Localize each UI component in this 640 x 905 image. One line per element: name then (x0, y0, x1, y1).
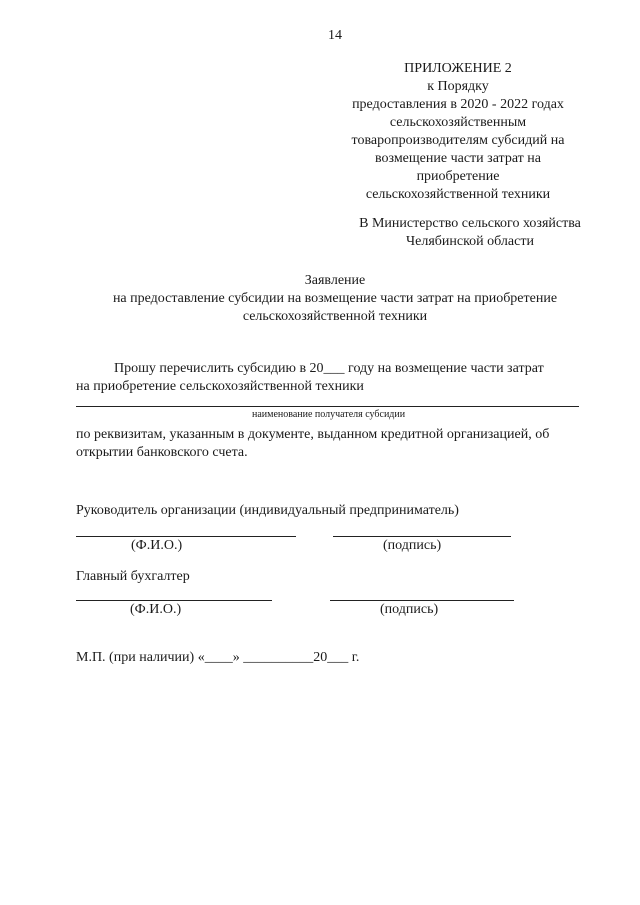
head-of-org-label: Руководитель организации (индивидуальный предприниматель) (76, 503, 459, 518)
request-line: по реквизитам, указанным в документе, выданном кредитной организацией, об (76, 427, 550, 442)
accountant-fio-line (76, 600, 272, 601)
appendix-line: приобретение (416, 169, 500, 184)
head-signature-line (333, 536, 511, 537)
appendix-line: сельскохозяйственной техники (365, 187, 551, 202)
appendix-line: сельскохозяйственным (389, 115, 527, 130)
recipient-name-line (76, 406, 579, 407)
accountant-signature-line (330, 600, 514, 601)
head-signature-caption: (подпись) (383, 538, 442, 553)
accountant-signature-caption: (подпись) (380, 602, 439, 617)
appendix-line: предоставления в 2020 - 2022 годах (352, 97, 564, 112)
appendix-line: ПРИЛОЖЕНИЕ 2 (404, 61, 512, 76)
chief-accountant-label: Главный бухгалтер (76, 569, 190, 584)
title-line: сельскохозяйственной техники (242, 309, 428, 324)
head-fio-line (76, 536, 296, 537)
appendix-line: возмещение части затрат на (374, 151, 542, 166)
appendix-line: товаропроизводителям субсидий на (351, 133, 565, 148)
request-line: на приобретение сельскохозяйственной техники (76, 379, 364, 394)
head-fio-caption: (Ф.И.О.) (131, 538, 183, 553)
recipient-line: В Министерство сельского хозяйства (359, 216, 581, 231)
request-line: Прошу перечислить субсидию в 20___ году на возмещение части затрат (114, 361, 544, 376)
title-heading: Заявление (304, 273, 366, 288)
stamp-date-line: М.П. (при наличии) «____» __________20___ г. (76, 650, 360, 665)
appendix-header (330, 60, 586, 204)
request-paragraph-continued (76, 426, 596, 462)
recipient-block (330, 215, 610, 251)
recipient-name-caption: наименование получателя субсидии (252, 409, 406, 420)
page-number: 14 (328, 28, 342, 43)
recipient-line: Челябинской области (406, 234, 534, 249)
accountant-fio-caption: (Ф.И.О.) (130, 602, 182, 617)
document-title (0, 272, 640, 326)
request-paragraph (76, 360, 596, 396)
request-line: открытии банковского счета. (76, 445, 248, 460)
title-line: на предоставление субсидии на возмещение части затрат на приобретение (112, 291, 558, 306)
appendix-line: к Порядку (427, 79, 489, 94)
